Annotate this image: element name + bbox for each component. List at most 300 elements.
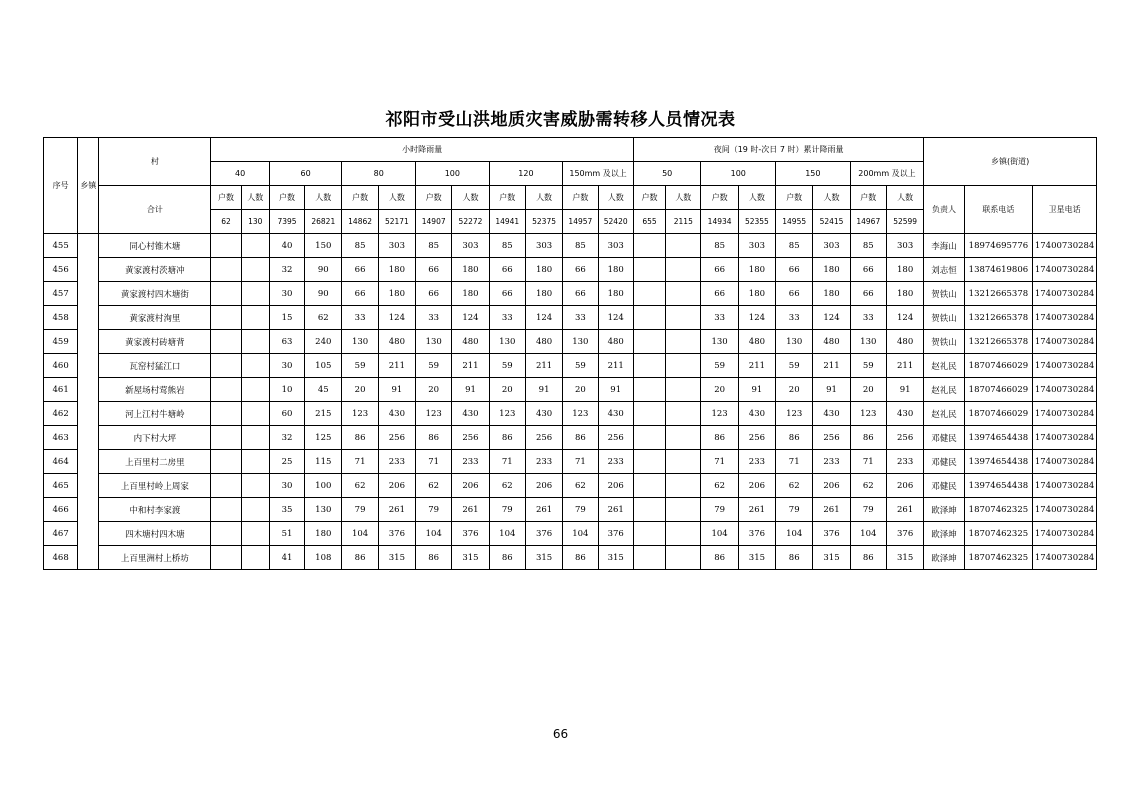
total-value: 62 [211, 210, 241, 234]
row-value: 90 [305, 282, 342, 306]
row-leader: 邓健民 [924, 426, 964, 450]
header-seq: 序号 [44, 138, 78, 234]
header-households: 户数 [776, 186, 813, 210]
table-row [44, 474, 1097, 498]
row-seq: 461 [44, 378, 78, 402]
header-leader: 负责人 [924, 186, 964, 234]
row-value: 315 [598, 546, 633, 570]
row-value: 233 [738, 450, 775, 474]
row-value [241, 546, 269, 570]
row-value: 20 [489, 378, 525, 402]
row-seq: 458 [44, 306, 78, 330]
row-value: 480 [886, 330, 923, 354]
row-value [211, 234, 241, 258]
row-value: 150 [305, 234, 342, 258]
row-sat-phone: 17400730284 [1033, 282, 1097, 306]
row-value: 261 [738, 498, 775, 522]
row-value: 104 [563, 522, 598, 546]
row-value: 130 [489, 330, 525, 354]
row-sat-phone: 17400730284 [1033, 402, 1097, 426]
row-value: 33 [489, 306, 525, 330]
row-value [241, 474, 269, 498]
row-seq: 466 [44, 498, 78, 522]
row-value: 211 [738, 354, 775, 378]
row-value: 376 [598, 522, 633, 546]
row-value: 256 [813, 426, 850, 450]
row-value: 180 [738, 282, 775, 306]
row-value: 315 [378, 546, 415, 570]
evacuation-table [43, 137, 1097, 570]
row-value: 59 [342, 354, 378, 378]
row-value: 86 [850, 426, 886, 450]
row-value: 430 [813, 402, 850, 426]
row-value: 256 [452, 426, 489, 450]
row-value: 233 [598, 450, 633, 474]
table-row [44, 546, 1097, 570]
row-value: 180 [886, 258, 923, 282]
row-value: 480 [452, 330, 489, 354]
table-row [44, 330, 1097, 354]
row-value: 256 [738, 426, 775, 450]
header-households: 户数 [850, 186, 886, 210]
row-village: 同心村锥木塘 [99, 234, 211, 258]
row-seq: 467 [44, 522, 78, 546]
row-value: 66 [563, 258, 598, 282]
row-leader: 邓健民 [924, 474, 964, 498]
row-value: 233 [813, 450, 850, 474]
row-value: 104 [776, 522, 813, 546]
row-value: 100 [305, 474, 342, 498]
row-value: 66 [701, 282, 738, 306]
row-value: 430 [378, 402, 415, 426]
row-value: 104 [701, 522, 738, 546]
row-phone: 13212665378 [964, 306, 1033, 330]
row-value [241, 426, 269, 450]
row-value: 33 [850, 306, 886, 330]
header-hourly-threshold: 80 [342, 162, 416, 186]
row-value [241, 330, 269, 354]
header-persons: 人数 [525, 186, 562, 210]
header-sat-phone: 卫星电话 [1033, 186, 1097, 234]
row-phone: 18707466029 [964, 354, 1033, 378]
row-value: 91 [378, 378, 415, 402]
row-value: 233 [452, 450, 489, 474]
header-households: 户数 [701, 186, 738, 210]
row-value: 105 [305, 354, 342, 378]
row-value: 180 [813, 258, 850, 282]
row-value [211, 402, 241, 426]
total-value: 52375 [525, 210, 562, 234]
total-value: 26821 [305, 210, 342, 234]
total-value: 14941 [489, 210, 525, 234]
row-value: 303 [598, 234, 633, 258]
row-value: 66 [489, 258, 525, 282]
row-value: 211 [525, 354, 562, 378]
total-value: 14957 [563, 210, 598, 234]
row-value [633, 498, 665, 522]
row-village: 黄家渡村砖塘背 [99, 330, 211, 354]
row-value [666, 234, 701, 258]
row-value: 66 [701, 258, 738, 282]
row-value: 124 [886, 306, 923, 330]
row-value: 206 [738, 474, 775, 498]
row-value: 33 [416, 306, 452, 330]
row-value: 104 [416, 522, 452, 546]
total-value: 2115 [666, 210, 701, 234]
row-value: 303 [378, 234, 415, 258]
row-value: 376 [738, 522, 775, 546]
row-value [211, 522, 241, 546]
row-value: 40 [269, 234, 304, 258]
row-value: 86 [563, 546, 598, 570]
total-value: 52599 [886, 210, 923, 234]
row-value: 480 [525, 330, 562, 354]
row-value: 124 [378, 306, 415, 330]
header-households: 户数 [633, 186, 665, 210]
row-value: 91 [598, 378, 633, 402]
row-value [633, 546, 665, 570]
row-value: 59 [489, 354, 525, 378]
row-value: 206 [378, 474, 415, 498]
row-value: 33 [342, 306, 378, 330]
total-value: 14955 [776, 210, 813, 234]
row-value [633, 306, 665, 330]
header-persons: 人数 [666, 186, 701, 210]
row-value: 59 [850, 354, 886, 378]
header-hourly-threshold: 150mm 及以上 [563, 162, 634, 186]
row-value: 180 [378, 258, 415, 282]
row-value: 63 [269, 330, 304, 354]
row-value: 480 [598, 330, 633, 354]
row-value: 261 [452, 498, 489, 522]
total-value: 655 [633, 210, 665, 234]
row-sat-phone: 17400730284 [1033, 234, 1097, 258]
row-value: 86 [776, 546, 813, 570]
row-value: 303 [886, 234, 923, 258]
row-value [666, 258, 701, 282]
row-value: 256 [378, 426, 415, 450]
row-value: 206 [525, 474, 562, 498]
row-leader: 赵礼民 [924, 354, 964, 378]
row-value: 261 [886, 498, 923, 522]
table-row [44, 354, 1097, 378]
row-value [211, 378, 241, 402]
row-value: 33 [563, 306, 598, 330]
row-value [241, 522, 269, 546]
row-value [211, 546, 241, 570]
row-value: 35 [269, 498, 304, 522]
row-phone: 18707462325 [964, 498, 1033, 522]
row-value: 15 [269, 306, 304, 330]
row-phone: 18974695776 [964, 234, 1033, 258]
total-value: 52415 [813, 210, 850, 234]
total-value: 14862 [342, 210, 378, 234]
row-value: 211 [378, 354, 415, 378]
row-value: 86 [416, 426, 452, 450]
row-value [241, 450, 269, 474]
row-value: 256 [598, 426, 633, 450]
row-value: 71 [701, 450, 738, 474]
row-sat-phone: 17400730284 [1033, 258, 1097, 282]
page-number: 66 [552, 727, 569, 741]
row-phone: 13974654438 [964, 426, 1033, 450]
row-value [211, 426, 241, 450]
header-night-threshold: 200mm 及以上 [850, 162, 924, 186]
row-value: 376 [886, 522, 923, 546]
row-value: 430 [598, 402, 633, 426]
header-households: 户数 [563, 186, 598, 210]
total-value: 14967 [850, 210, 886, 234]
row-value [633, 258, 665, 282]
row-value: 206 [813, 474, 850, 498]
header-persons: 人数 [598, 186, 633, 210]
row-value [633, 522, 665, 546]
row-value: 91 [886, 378, 923, 402]
header-households: 户数 [211, 186, 241, 210]
row-value: 30 [269, 474, 304, 498]
total-value: 14907 [416, 210, 452, 234]
row-value: 59 [563, 354, 598, 378]
row-value: 256 [525, 426, 562, 450]
total-label: 合计 [99, 186, 211, 234]
row-value: 180 [378, 282, 415, 306]
row-sat-phone: 17400730284 [1033, 378, 1097, 402]
row-value: 62 [416, 474, 452, 498]
row-value: 123 [489, 402, 525, 426]
row-value [666, 282, 701, 306]
row-value: 66 [489, 282, 525, 306]
row-value: 180 [452, 282, 489, 306]
row-village: 上百里洲村上桥坊 [99, 546, 211, 570]
row-value: 123 [342, 402, 378, 426]
row-value: 85 [563, 234, 598, 258]
row-value: 211 [452, 354, 489, 378]
row-value: 130 [776, 330, 813, 354]
header-night-rainfall: 夜间（19 时-次日 7 时）累计降雨量 [633, 138, 923, 162]
row-value: 124 [598, 306, 633, 330]
row-value: 91 [525, 378, 562, 402]
row-value: 20 [563, 378, 598, 402]
row-seq: 463 [44, 426, 78, 450]
row-value [633, 450, 665, 474]
row-village: 瓦窑村猛江口 [99, 354, 211, 378]
header-persons: 人数 [813, 186, 850, 210]
row-value: 25 [269, 450, 304, 474]
row-value: 79 [342, 498, 378, 522]
row-value: 33 [776, 306, 813, 330]
row-phone: 13974654438 [964, 474, 1033, 498]
row-leader: 欧泽坤 [924, 522, 964, 546]
total-value: 14934 [701, 210, 738, 234]
row-value: 315 [813, 546, 850, 570]
total-value: 52272 [452, 210, 489, 234]
row-phone: 13212665378 [964, 330, 1033, 354]
header-persons: 人数 [241, 186, 269, 210]
row-value: 261 [813, 498, 850, 522]
row-sat-phone: 17400730284 [1033, 546, 1097, 570]
row-value: 62 [776, 474, 813, 498]
row-value: 90 [305, 258, 342, 282]
row-value: 79 [563, 498, 598, 522]
header-night-threshold: 150 [776, 162, 851, 186]
row-value: 85 [489, 234, 525, 258]
row-value: 59 [701, 354, 738, 378]
row-value: 123 [563, 402, 598, 426]
row-sat-phone: 17400730284 [1033, 450, 1097, 474]
row-value: 62 [563, 474, 598, 498]
row-value [211, 282, 241, 306]
row-sat-phone: 17400730284 [1033, 354, 1097, 378]
row-value [633, 474, 665, 498]
row-value: 124 [525, 306, 562, 330]
row-value: 20 [342, 378, 378, 402]
row-value: 480 [813, 330, 850, 354]
row-value: 71 [776, 450, 813, 474]
header-township-street: 乡镇(街道) [924, 138, 1097, 186]
row-value [633, 330, 665, 354]
header-hourly-rainfall: 小时降雨量 [211, 138, 634, 162]
row-value [633, 234, 665, 258]
row-value: 86 [701, 426, 738, 450]
table-row [44, 234, 1097, 258]
total-value: 52171 [378, 210, 415, 234]
row-value: 62 [489, 474, 525, 498]
row-leader: 李海山 [924, 234, 964, 258]
row-value [241, 354, 269, 378]
row-value: 10 [269, 378, 304, 402]
row-value: 32 [269, 426, 304, 450]
row-value [211, 258, 241, 282]
row-value: 206 [886, 474, 923, 498]
row-value: 261 [378, 498, 415, 522]
header-hourly-threshold: 60 [269, 162, 342, 186]
header-hourly-threshold: 40 [211, 162, 269, 186]
row-value [666, 522, 701, 546]
row-value [633, 378, 665, 402]
row-value: 62 [305, 306, 342, 330]
row-value: 180 [452, 258, 489, 282]
row-value [666, 498, 701, 522]
row-value: 315 [886, 546, 923, 570]
row-township [78, 234, 99, 570]
row-value: 315 [525, 546, 562, 570]
row-value [241, 282, 269, 306]
row-value: 430 [452, 402, 489, 426]
row-value [666, 426, 701, 450]
header-persons: 人数 [305, 186, 342, 210]
row-value: 376 [452, 522, 489, 546]
total-value: 52420 [598, 210, 633, 234]
row-value: 430 [738, 402, 775, 426]
row-village: 新屋场村莺熊岩 [99, 378, 211, 402]
row-village: 上百里村岭上周家 [99, 474, 211, 498]
row-value [666, 474, 701, 498]
header-phone: 联系电话 [964, 186, 1033, 234]
row-value [666, 402, 701, 426]
row-value: 71 [489, 450, 525, 474]
row-seq: 457 [44, 282, 78, 306]
row-value: 71 [850, 450, 886, 474]
header-village: 村 [99, 138, 211, 186]
row-value [211, 450, 241, 474]
row-value: 130 [416, 330, 452, 354]
row-value: 303 [525, 234, 562, 258]
header-households: 户数 [416, 186, 452, 210]
row-value: 123 [416, 402, 452, 426]
table-row [44, 258, 1097, 282]
row-value: 62 [342, 474, 378, 498]
row-value: 79 [416, 498, 452, 522]
row-value: 66 [850, 258, 886, 282]
row-value: 376 [813, 522, 850, 546]
row-value: 66 [776, 258, 813, 282]
row-value: 71 [342, 450, 378, 474]
row-value: 66 [776, 282, 813, 306]
row-value: 79 [776, 498, 813, 522]
row-value: 215 [305, 402, 342, 426]
row-village: 河上江村牛塘岭 [99, 402, 211, 426]
row-value: 480 [738, 330, 775, 354]
row-sat-phone: 17400730284 [1033, 522, 1097, 546]
row-village: 内下村大坪 [99, 426, 211, 450]
row-value: 130 [563, 330, 598, 354]
row-value: 79 [489, 498, 525, 522]
row-value: 123 [776, 402, 813, 426]
row-sat-phone: 17400730284 [1033, 330, 1097, 354]
row-value [633, 282, 665, 306]
row-value: 130 [305, 498, 342, 522]
row-value: 104 [489, 522, 525, 546]
header-households: 户数 [489, 186, 525, 210]
row-seq: 462 [44, 402, 78, 426]
row-value [666, 306, 701, 330]
row-value [633, 402, 665, 426]
row-leader: 刘志恒 [924, 258, 964, 282]
row-value: 180 [525, 282, 562, 306]
row-value: 66 [416, 282, 452, 306]
row-village: 黄家渡村四木塘街 [99, 282, 211, 306]
table-row [44, 450, 1097, 474]
row-value: 130 [342, 330, 378, 354]
row-value: 180 [886, 282, 923, 306]
row-value: 104 [342, 522, 378, 546]
row-leader: 欧泽坤 [924, 546, 964, 570]
row-seq: 459 [44, 330, 78, 354]
row-leader: 赵礼民 [924, 402, 964, 426]
row-village: 黄家渡村茨塘冲 [99, 258, 211, 282]
row-value: 66 [416, 258, 452, 282]
row-value: 30 [269, 282, 304, 306]
row-value [241, 498, 269, 522]
row-seq: 460 [44, 354, 78, 378]
row-leader: 贺铁山 [924, 282, 964, 306]
row-value: 430 [886, 402, 923, 426]
row-seq: 455 [44, 234, 78, 258]
row-value: 108 [305, 546, 342, 570]
row-value [211, 330, 241, 354]
row-value: 130 [850, 330, 886, 354]
row-phone: 18707466029 [964, 378, 1033, 402]
row-village: 黄家渡村洵里 [99, 306, 211, 330]
row-value: 20 [850, 378, 886, 402]
header-households: 户数 [269, 186, 304, 210]
row-value: 315 [452, 546, 489, 570]
row-value: 20 [776, 378, 813, 402]
table-row [44, 282, 1097, 306]
row-value: 86 [776, 426, 813, 450]
row-value: 86 [416, 546, 452, 570]
header-households: 户数 [342, 186, 378, 210]
